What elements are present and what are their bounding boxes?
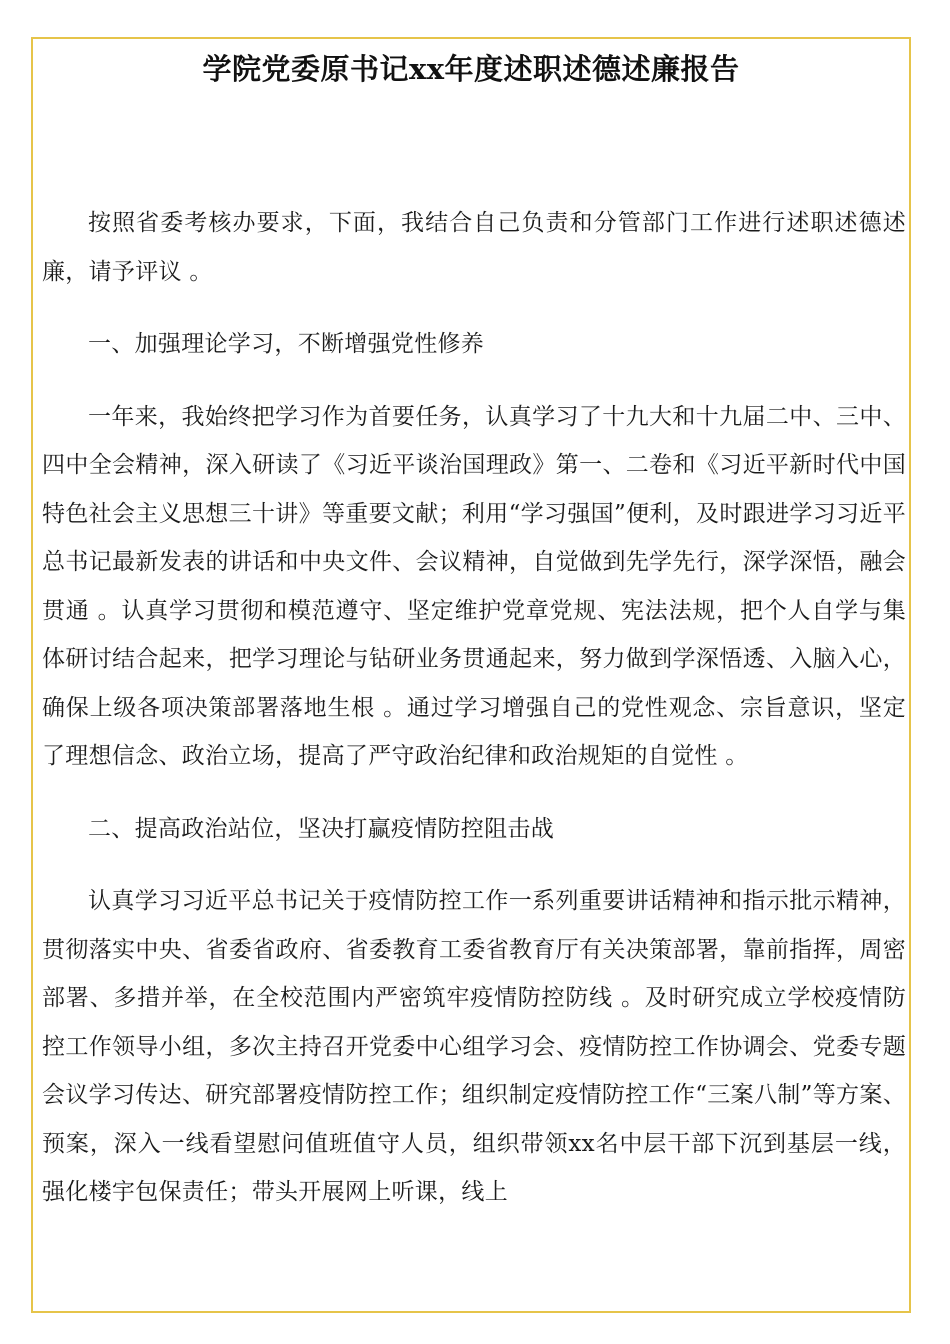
section-paragraph-1: 一年来，我始终把学习作为首要任务，认真学习了十九大和十九届二中、三中、四中全会精神，深入研读了《习近平谈治国理政》第一、二卷和《习近平新时代中国特色社会主义思想三十讲》等重要文献；利用“学习强国”便利，及时跟进学习习近平总书记最新发表的讲话和中央文件、会议精神，自觉做到先学先行，深学深悟，融会贯通 。认真学习贯彻和模范遵守、坚定维护党章党规、宪法法规，把个人自学与集体研讨结合起来，把学习理论与钻研业务贯通起来，努力做到学深悟透、入脑入心，确保上级各项决策部署落地生根 。通过学习增强自己的党性观念、宗旨意识，坚定了理想信念、政治立场，提高了严守政治纪律和政治规矩的自觉性 。: [42, 403, 906, 769]
section-heading-2: 二、提高政治站位，坚决打赢疫情防控阻击战: [88, 815, 554, 842]
section-heading-1: 一、加强理论学习，不断增强党性修养: [88, 331, 485, 357]
intro-paragraph: 按照省委考核办要求，下面，我结合自己负责和分管部门工作进行述职述德述廉，请予评议 。: [42, 210, 906, 285]
document-body: [42, 199, 906, 1217]
document-title: 学院党委原书记xx年度述职述德述廉报告: [202, 52, 740, 86]
section-paragraph-2: 认真学习习近平总书记关于疫情防控工作一系列重要讲话精神和指示批示精神，贯彻落实中央、省委省政府、省委教育工委省教育厅有关决策部署，靠前指挥，周密部署、多措并举，在全校范围内严密筑牢疫情防控防线 。及时研究成立学校疫情防控工作领导小组，多次主持召开党委中心组学习会、疫情防控工作协调会、党委专题会议学习传达、研究部署疫情防控工作；组织制定疫情防控工作“三案八制”等方案、预案，深入一线看望慰问值班值守人员，组织带领xx名中层干部下沉到基层一线，强化楼宇包保责任；带头开展网上听课，线上: [42, 888, 906, 1205]
document-page: [31, 37, 911, 1313]
